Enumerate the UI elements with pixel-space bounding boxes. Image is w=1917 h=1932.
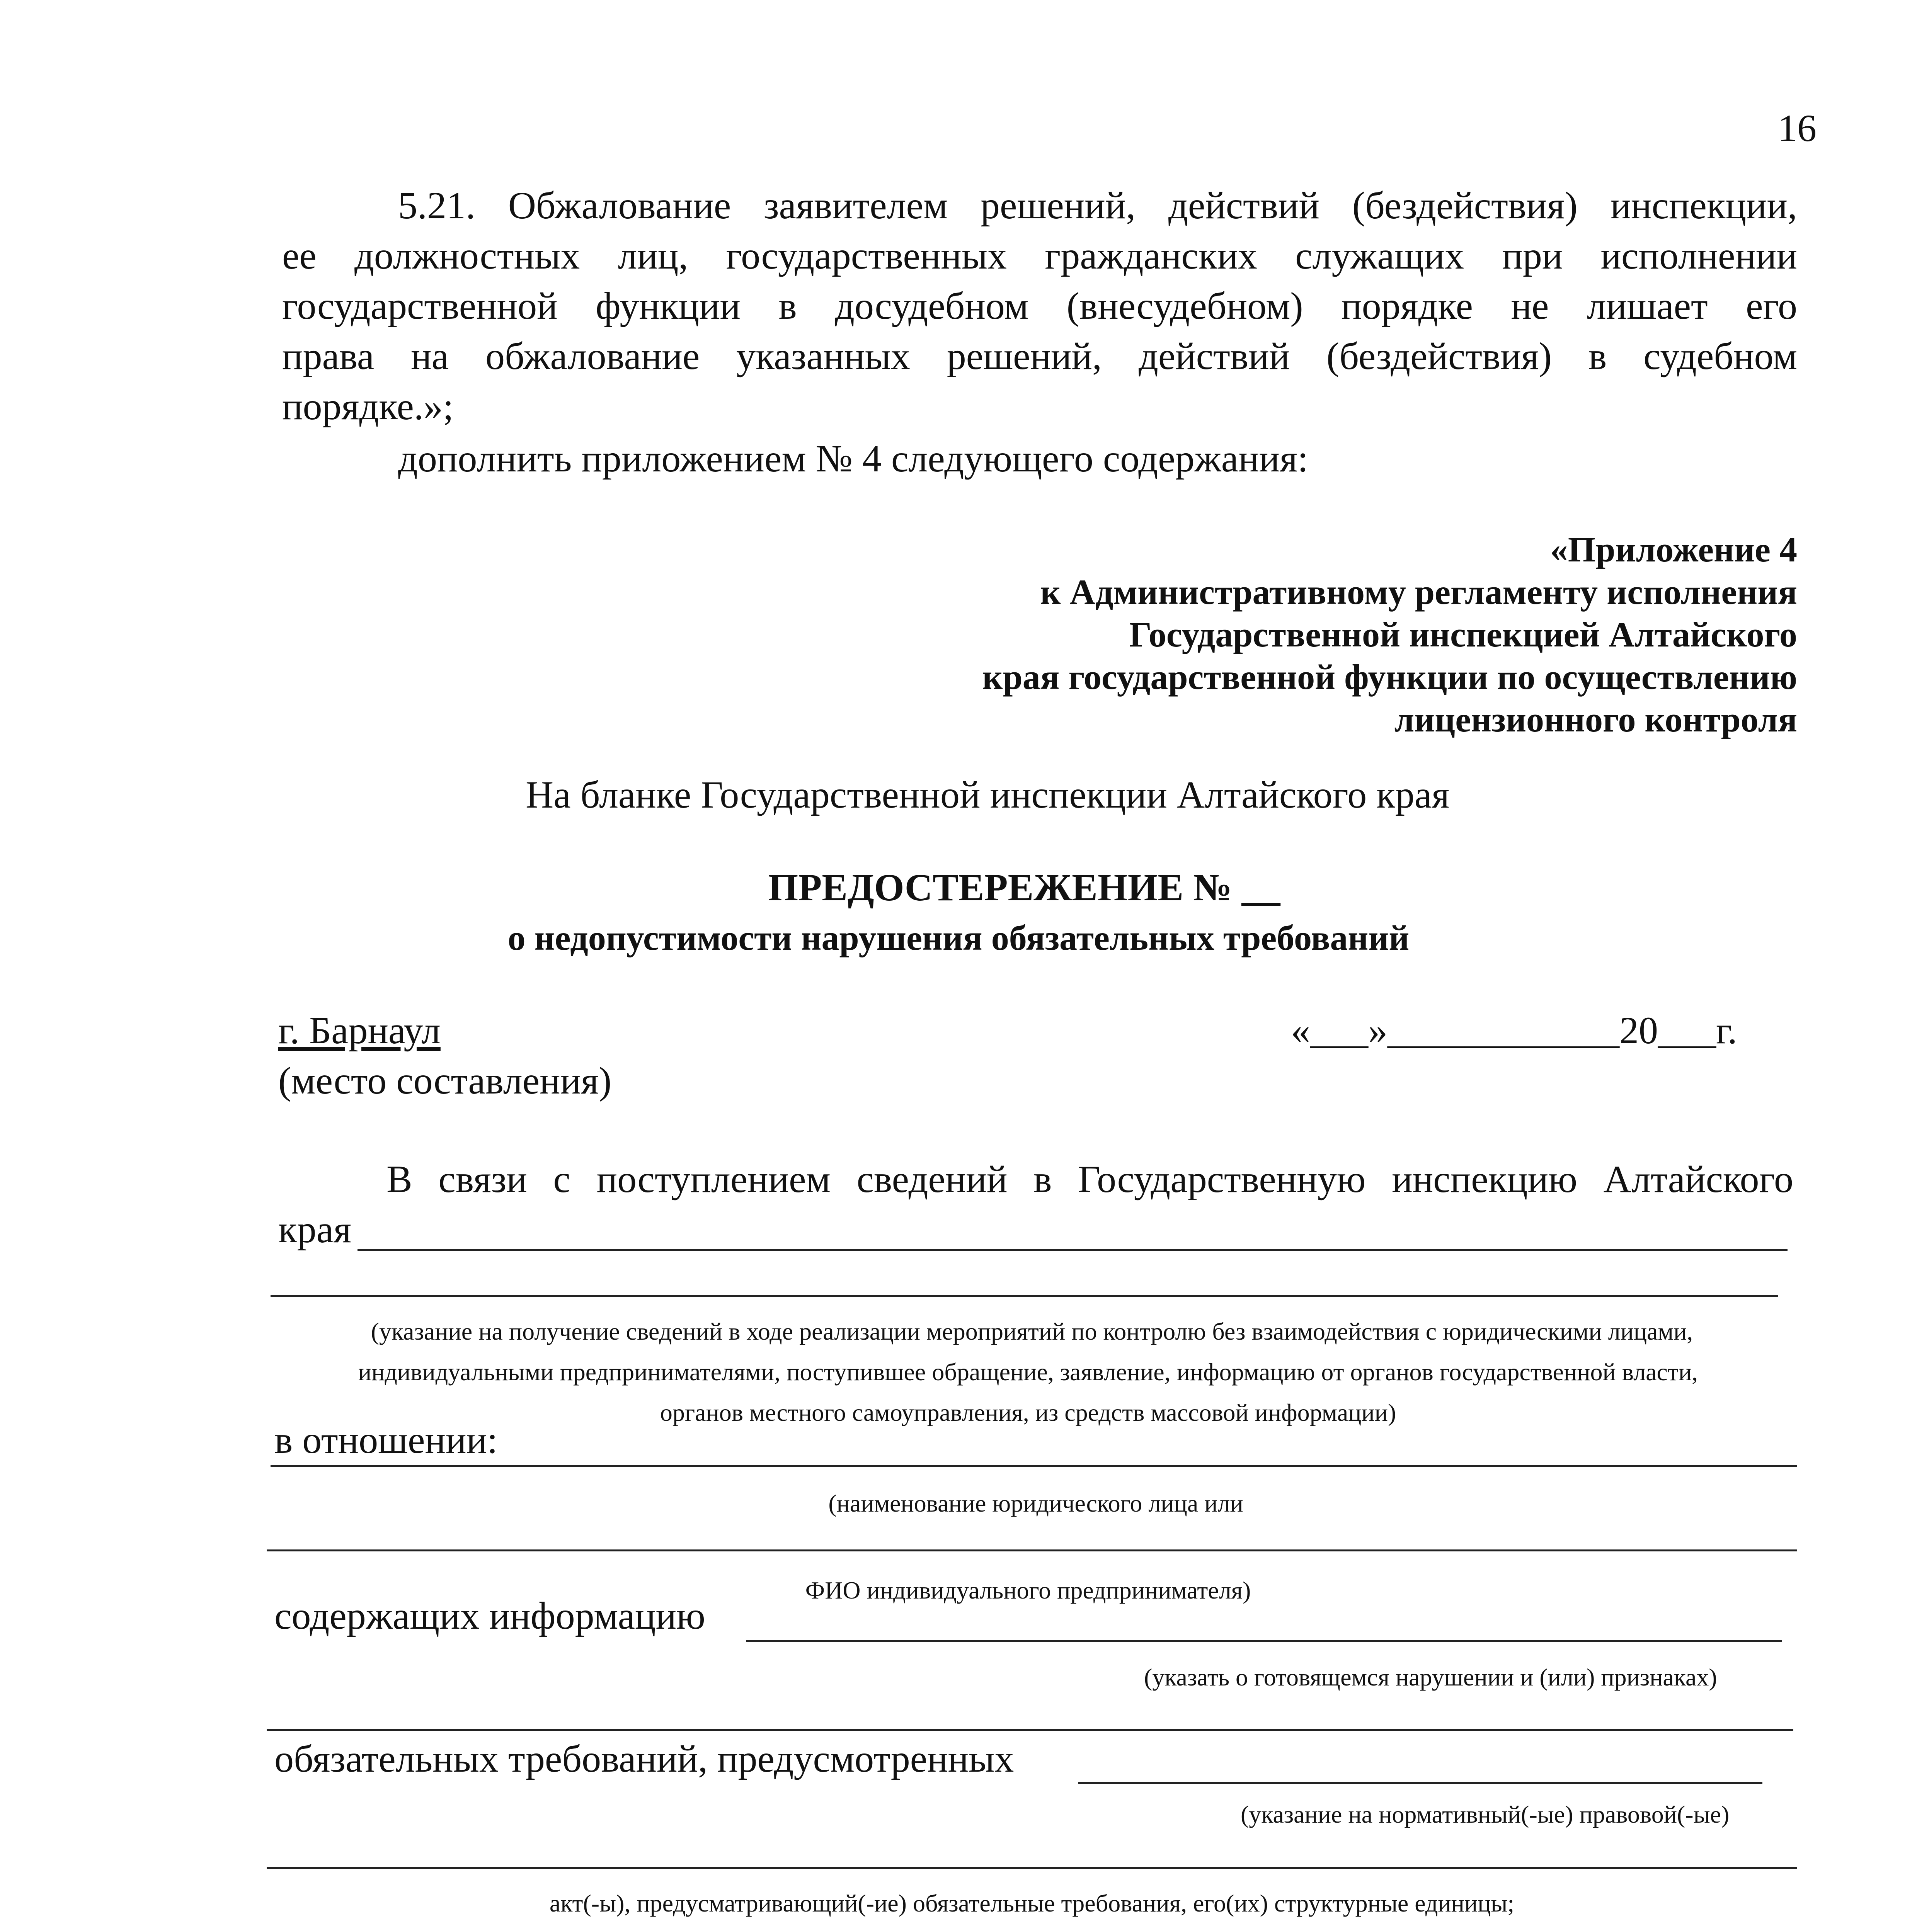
hint-fio: ФИО индивидуального предпринимателя) [805,1577,1251,1604]
appendix-header-line-4: края государственной функции по осуществлению [982,657,1797,697]
para-521-line-5: порядке.»; [282,385,454,428]
supplement-line: дополнить приложением № 4 следующего содержания: [398,437,1308,480]
hint-info-line-3: органов местного самоуправления, из средств массовой информации) [660,1399,1396,1426]
intro-underline-1 [358,1249,1788,1251]
hint-entity: (наименование юридического лица или [828,1490,1243,1517]
normative-underline [267,1867,1797,1869]
regarding-underline [271,1465,1797,1467]
para-521-line-4: права на обжалование указанных решений, действий (бездействия) в судебном [282,335,1797,378]
intro-line-2: края [278,1208,351,1251]
blank-note: На бланке Государственной инспекции Алтайского края [526,773,1450,816]
appendix-header-line-5: лицензионного контроля [1394,700,1797,739]
document-title: ПРЕДОСТЕРЕЖЕНИЕ № __ [768,866,1280,909]
hint-normative: (указание на нормативный(-ые) правовой(-ые) [1241,1801,1730,1828]
intro-underline-2 [271,1295,1778,1297]
appendix-header-line-1: «Приложение 4 [1550,530,1797,569]
containing-info-label: содержащих информацию [274,1594,705,1637]
para-521-line-3: государственной функции в досудебном (внесудебном) порядке не лишает его [282,284,1797,327]
date-field: «___»____________20___г. [1291,1009,1737,1052]
regarding-label: в отношении: [274,1418,498,1461]
requirements-underline [1078,1782,1762,1784]
appendix-header-line-2: к Административному регламенту исполнения [1040,572,1797,612]
entity-underline [267,1549,1797,1551]
hint-info-line-1: (указание на получение сведений в ходе реализации мероприятий по контролю без взаимодействия с юридическими лицами, [371,1318,1693,1345]
place-caption: (место составления) [278,1059,612,1102]
para-521-line-2: ее должностных лиц, государственных гражданских служащих при исполнении [282,234,1797,277]
hint-act: акт(-ы), предусматривающий(-ие) обязательные требования, его(их) структурные единицы; [549,1889,1515,1917]
document-subtitle: о недопустимости нарушения обязательных требований [507,918,1410,957]
para-521-line-1: 5.21. Обжалование заявителем решений, действий (бездействия) инспекции, [398,184,1797,227]
page-number: 16 [1778,107,1817,150]
hint-info-line-2: индивидуальными предпринимателями, поступившее обращение, заявление, информацию от органов государственной власти, [358,1358,1698,1386]
containing-info-underline [746,1640,1782,1642]
appendix-header-line-3: Государственной инспекцией Алтайского [1129,615,1797,654]
violation-underline [267,1729,1793,1731]
requirements-provided-label: обязательных требований, предусмотренных [274,1737,1014,1780]
hint-violation: (указать о готовящемся нарушении и (или) признаках) [1144,1663,1717,1691]
place-field: г. Барнаул [278,1009,441,1052]
intro-line-1: В связи с поступлением сведений в Государственную инспекцию Алтайского [386,1158,1793,1201]
